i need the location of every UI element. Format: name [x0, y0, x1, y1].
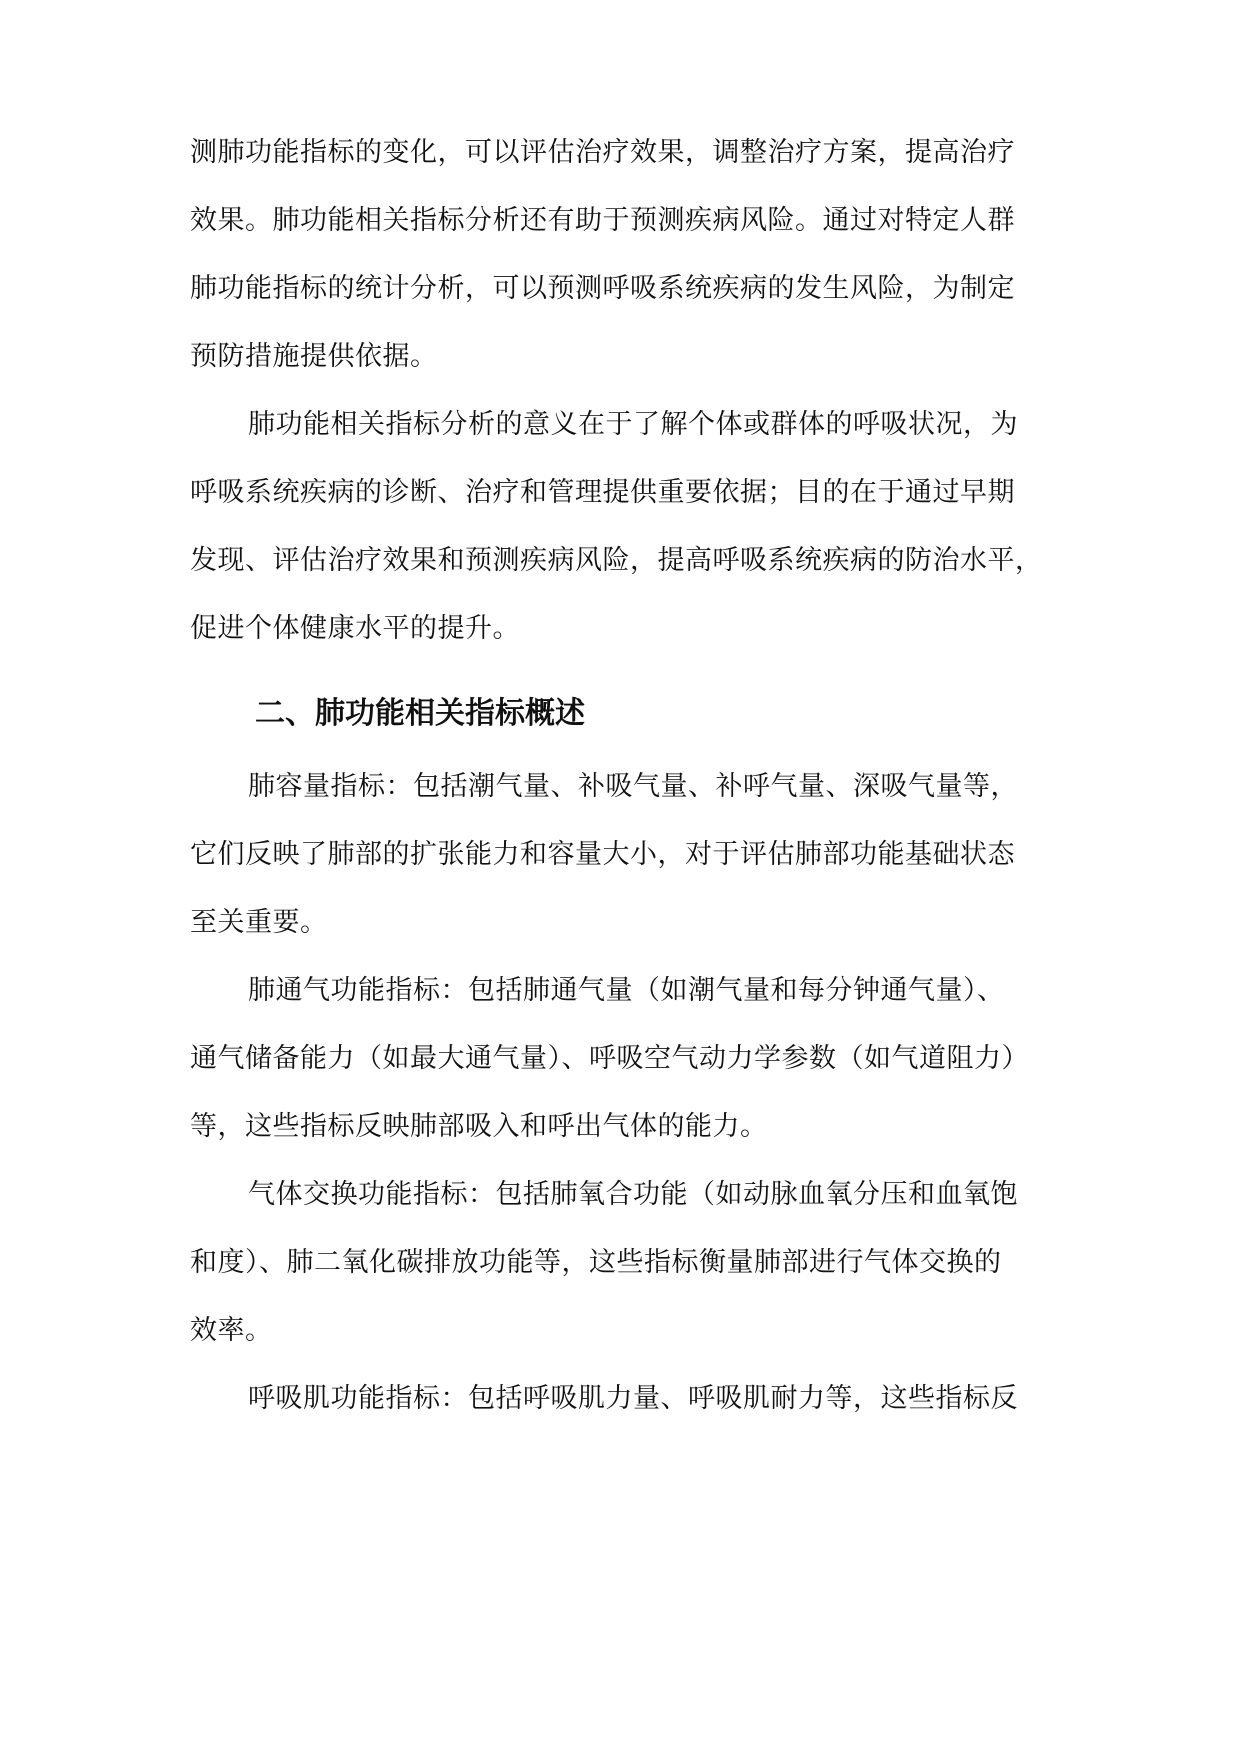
text-line: 测肺功能指标的变化，可以评估治疗效果，调整治疗方案，提高治疗 [190, 137, 1015, 168]
text-line: 促进个体健康水平的提升。 [190, 613, 520, 644]
text-line: 等，这些指标反映肺部吸入和呼出气体的能力。 [190, 1111, 768, 1142]
text-line: 效果。肺功能相关指标分析还有助于预测疾病风险。通过对特定人群 [190, 205, 1015, 236]
text-line: 呼吸系统疾病的诊断、治疗和管理提供重要依据；目的在于通过早期 [190, 477, 1015, 508]
text-line: 预防措施提供依据。 [190, 341, 438, 372]
text-line: 气体交换功能指标：包括肺氧合功能（如动脉血氧分压和血氧饱 [248, 1179, 1018, 1210]
section-heading: 二、肺功能相关指标概述 [255, 696, 585, 731]
text-line: 发现、评估治疗效果和预测疾病风险，提高呼吸系统疾病的防治水平， [190, 545, 1043, 576]
text-line: 效率。 [190, 1315, 273, 1346]
text-line: 它们反映了肺部的扩张能力和容量大小，对于评估肺部功能基础状态 [190, 839, 1015, 870]
text-line: 和度）、肺二氧化碳排放功能等，这些指标衡量肺部进行气体交换的 [190, 1247, 1002, 1278]
text-line: 肺容量指标：包括潮气量、补吸气量、补呼气量、深吸气量等， [248, 771, 1018, 802]
text-line: 肺功能相关指标分析的意义在于了解个体或群体的呼吸状况，为 [248, 409, 1018, 440]
text-line: 至关重要。 [190, 907, 328, 938]
text-line: 肺通气功能指标：包括肺通气量（如潮气量和每分钟通气量）、 [248, 975, 1005, 1006]
text-line: 呼吸肌功能指标：包括呼吸肌力量、呼吸肌耐力等，这些指标反 [248, 1383, 1018, 1414]
text-line: 通气储备能力（如最大通气量）、呼吸空气动力学参数（如气道阻力） [190, 1043, 1029, 1074]
text-line: 肺功能指标的统计分析，可以预测呼吸系统疾病的发生风险，为制定 [190, 273, 1015, 304]
